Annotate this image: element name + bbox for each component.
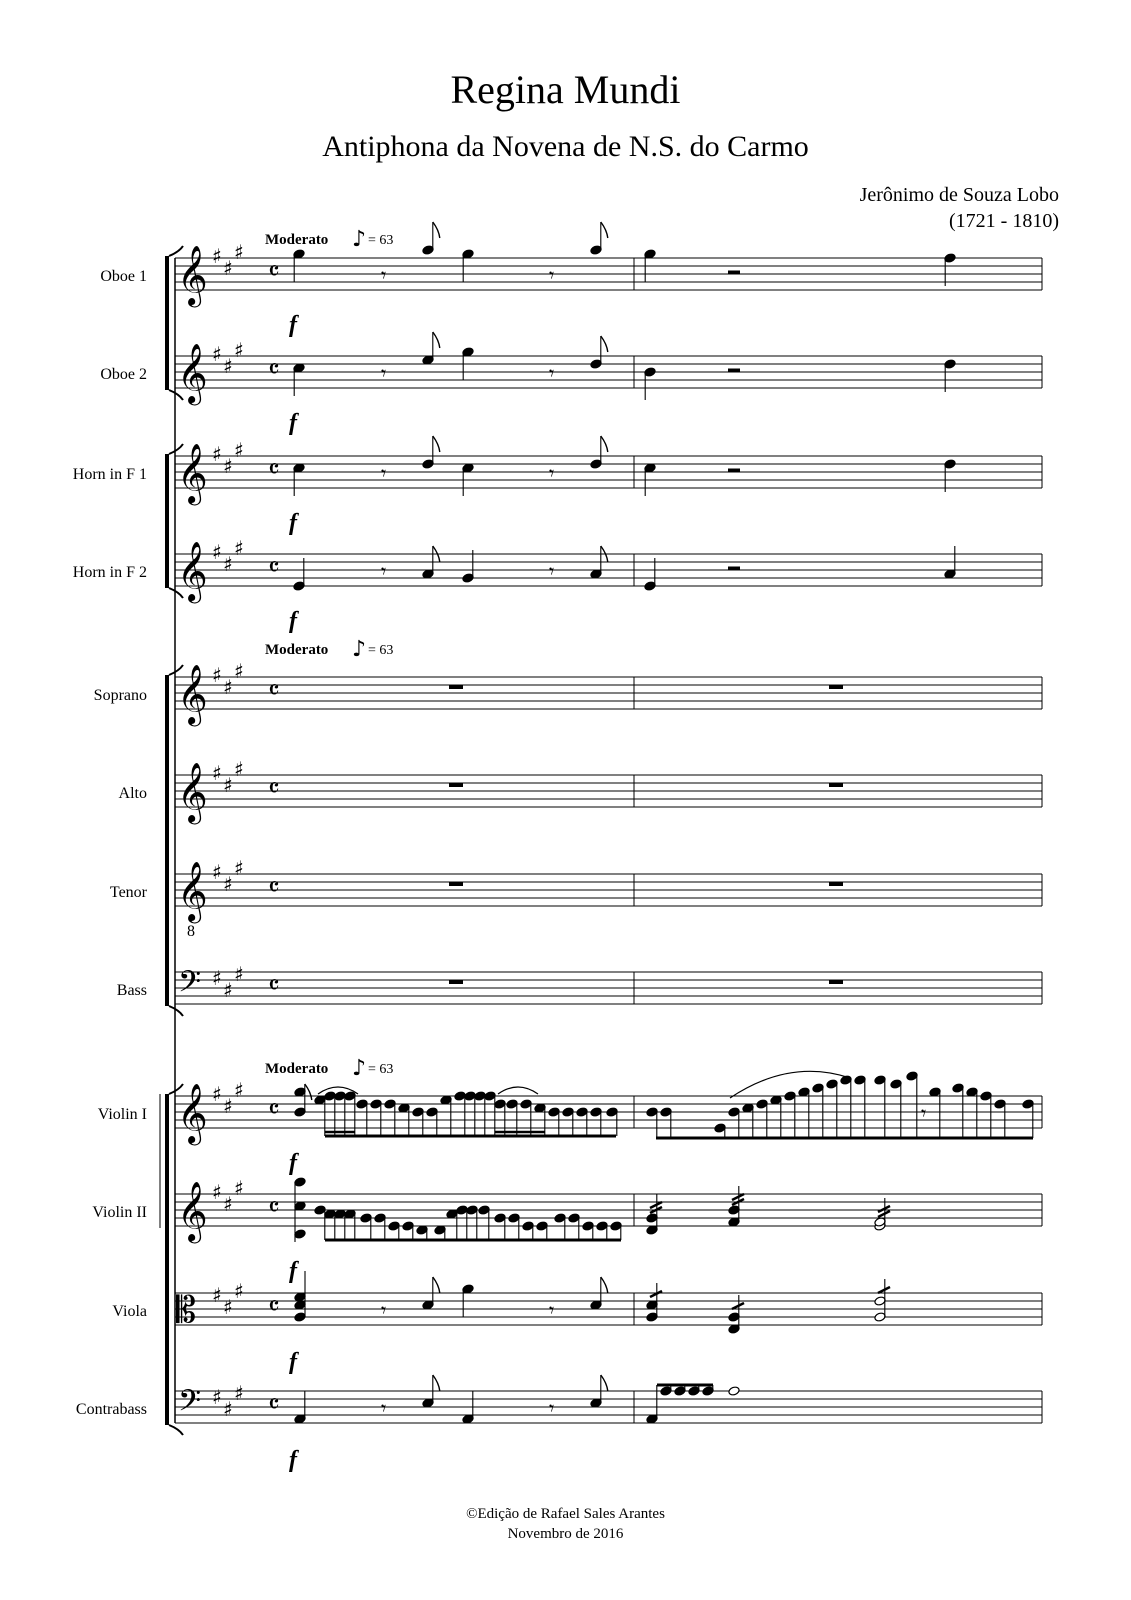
eighth-rest-icon: 𝄾 [549,361,555,385]
sharp-icon: ♯ [223,675,233,699]
staff-oboe-2 [100,338,1042,405]
staff-bass [117,962,1042,1007]
sharp-icon: ♯ [212,342,222,366]
whole-rest [449,882,463,886]
common-time-icon: 𝄴 [268,676,280,706]
notes-violin-2 [294,1177,890,1242]
composer-dates: (1721 - 1810) [949,210,1059,232]
note-flag [601,336,608,352]
sharp-icon: ♯ [223,773,233,797]
note-head [294,1177,306,1187]
treble-clef-icon: 𝄞 [177,762,208,823]
edition-credit: ©Edição de Rafael Sales Arantes [466,1506,665,1522]
sharp-icon: ♯ [234,1381,244,1405]
sharp-icon: ♯ [234,438,244,462]
sharp-icon: ♯ [223,978,233,1002]
dynamic-forte: f [289,1258,297,1284]
sharp-icon: ♯ [223,354,233,378]
alto-clef-icon: 𝄡 [176,1289,197,1331]
octave-mark: 8 [187,923,195,940]
treble-clef-icon: 𝄞 [177,1083,208,1144]
sharp-icon: ♯ [212,761,222,785]
staff-violin-ii [92,1176,1042,1243]
instrument-label: Bass [116,982,147,999]
note-flag [433,332,440,348]
score-subtitle: Antiphona da Novena de N.S. do Carmo [322,130,809,163]
instrument-label: Violin II [92,1204,147,1221]
tempo-label: Moderato [265,1061,329,1077]
eighth-rest-icon: 𝄾 [549,263,555,287]
staff-contrabass [76,1381,1042,1426]
note-flag [601,436,608,452]
instrument-label: Oboe 1 [100,268,147,285]
staff-soprano [94,659,1042,726]
common-time-icon: 𝄴 [268,553,280,583]
common-time-icon: 𝄴 [268,355,280,385]
tempo-label: Moderato [265,642,329,658]
dynamic-forte: f [289,1150,297,1176]
sharp-icon: ♯ [223,1094,233,1118]
sharp-icon: ♯ [234,856,244,880]
sharp-icon: ♯ [234,338,244,362]
note-flag [305,1084,312,1100]
eighth-rest-icon: 𝄾 [921,1101,927,1125]
common-time-icon: 𝄴 [268,774,280,804]
treble-clef-icon: 𝄞 [177,664,208,725]
treble-clef-icon: 𝄞 [177,861,208,922]
instrument-label: Soprano [93,687,147,704]
instrument-label: Horn in F 2 [72,564,147,581]
sharp-icon: ♯ [234,962,244,986]
staff-horn-in-f-2 [73,536,1042,603]
eighth-rest-icon: 𝄾 [381,461,387,485]
tremolo-slash [732,1303,744,1309]
eighth-note-icon: ♪ [352,1056,367,1081]
whole-rest [829,685,843,689]
dynamic-forte: f [289,312,297,338]
dynamic-forte: f [289,1349,297,1375]
composer-name: Jerônimo de Souza Lobo [859,184,1059,206]
sharp-icon: ♯ [234,1279,244,1303]
eighth-rest-icon: 𝄾 [381,263,387,287]
tempo-marking [265,637,393,662]
rests-4 [449,685,843,689]
treble-clef-icon: 𝄞 [177,541,208,602]
sharp-icon: ♯ [212,663,222,687]
note-flag [433,222,440,238]
note-flag [433,1277,440,1293]
note-flag [601,1375,608,1391]
common-time-icon: 𝄴 [268,455,280,485]
notes-3 [293,546,956,591]
whole-rest [829,980,843,984]
notes-contrabass [294,1375,740,1424]
staff-oboe-1 [100,240,1042,307]
eighth-rest-icon: 𝄾 [549,1298,555,1322]
dynamic-forte: f [289,510,297,536]
common-time-icon: 𝄴 [268,257,280,287]
sharp-icon: ♯ [223,256,233,280]
common-time-icon: 𝄴 [268,1095,280,1125]
eighth-rest-icon: 𝄾 [381,361,387,385]
whole-rest [449,685,463,689]
half-rest [728,271,740,275]
whole-rest [449,980,463,984]
notes-0 [293,222,956,287]
sharp-icon: ♯ [212,1283,222,1307]
note-head [294,1312,306,1322]
bass-clef-icon: 𝄢 [178,1384,202,1426]
sharp-icon: ♯ [234,1078,244,1102]
eighth-rest-icon: 𝄾 [549,1396,555,1420]
treble-clef-icon: 𝄞 [177,343,208,404]
sharp-icon: ♯ [223,552,233,576]
common-time-icon: 𝄴 [268,1390,280,1420]
treble-clef-icon: 𝄞 [177,245,208,306]
instrument-label: Contrabass [75,1401,147,1418]
edition-date: Novembro de 2016 [507,1526,624,1542]
eighth-rest-icon: 𝄾 [381,1396,387,1420]
instrument-label: Horn in F 1 [72,466,147,483]
dynamic-forte: f [289,410,297,436]
common-time-icon: 𝄴 [268,1292,280,1322]
instrument-label: Alto [118,785,147,802]
sharp-icon: ♯ [234,757,244,781]
sharp-icon: ♯ [234,536,244,560]
bass-clef-icon: 𝄢 [178,965,202,1007]
sharp-icon: ♯ [212,442,222,466]
staff-alto [119,757,1042,824]
sharp-icon: ♯ [223,1295,233,1319]
whole-rest [449,783,463,787]
sharp-icon: ♯ [212,1180,222,1204]
tempo-label: Moderato [265,232,329,248]
tremolo-slash [650,1291,662,1297]
sharp-icon: ♯ [234,240,244,264]
common-time-icon: 𝄴 [268,1193,280,1223]
whole-rest [829,783,843,787]
note-head [728,1386,740,1396]
sharp-icon: ♯ [234,1176,244,1200]
common-time-icon: 𝄴 [268,971,280,1001]
eighth-note-icon: ♪ [352,637,367,662]
tempo-value: = 63 [368,643,394,658]
notes-2 [293,436,956,496]
slur [498,1087,538,1094]
eighth-rest-icon: 𝄾 [549,461,555,485]
treble-clef-icon: 𝄞 [177,443,208,504]
treble-clef-icon: 𝄞 [177,1181,208,1242]
sharp-icon: ♯ [223,1397,233,1421]
instrument-label: Tenor [109,884,147,901]
sharp-icon: ♯ [223,454,233,478]
tempo-marking [265,1056,393,1081]
note-flag [601,1277,608,1293]
sharp-icon: ♯ [234,659,244,683]
tempo-value: = 63 [368,233,394,248]
eighth-note-icon: ♪ [352,227,367,252]
rests-5 [449,783,843,787]
sharp-icon: ♯ [223,1192,233,1216]
half-rest [728,567,740,571]
sharp-icon: ♯ [212,1385,222,1409]
instrument-label: Violin I [97,1106,147,1123]
tremolo-slash [878,1287,890,1293]
score-title: Regina Mundi [450,67,681,112]
dynamic-forte: f [289,608,297,634]
staff-tenor [110,856,1042,940]
instrument-label: Oboe 2 [100,366,147,383]
whole-rest [829,882,843,886]
dynamic-forte: f [289,1447,297,1473]
sharp-icon: ♯ [212,540,222,564]
eighth-rest-icon: 𝄾 [381,559,387,583]
notes-1 [293,332,956,400]
half-rest [728,469,740,473]
sharp-icon: ♯ [212,1082,222,1106]
note-flag [433,436,440,452]
common-time-icon: 𝄴 [268,873,280,903]
note-flag [601,222,608,238]
half-rest [728,369,740,373]
tempo-marking [265,227,393,252]
sharp-icon: ♯ [223,872,233,896]
sharp-icon: ♯ [212,244,222,268]
rests-7 [449,980,843,984]
tempo-value: = 63 [368,1062,394,1077]
sharp-icon: ♯ [212,860,222,884]
eighth-rest-icon: 𝄾 [549,559,555,583]
note-head [294,1229,306,1239]
sharp-icon: ♯ [212,966,222,990]
rests-6 [449,882,843,886]
note-flag [433,1375,440,1391]
staff-viola [112,1279,1042,1331]
staff-horn-in-f-1 [73,438,1042,505]
eighth-rest-icon: 𝄾 [381,1298,387,1322]
instrument-label: Viola [112,1303,147,1320]
